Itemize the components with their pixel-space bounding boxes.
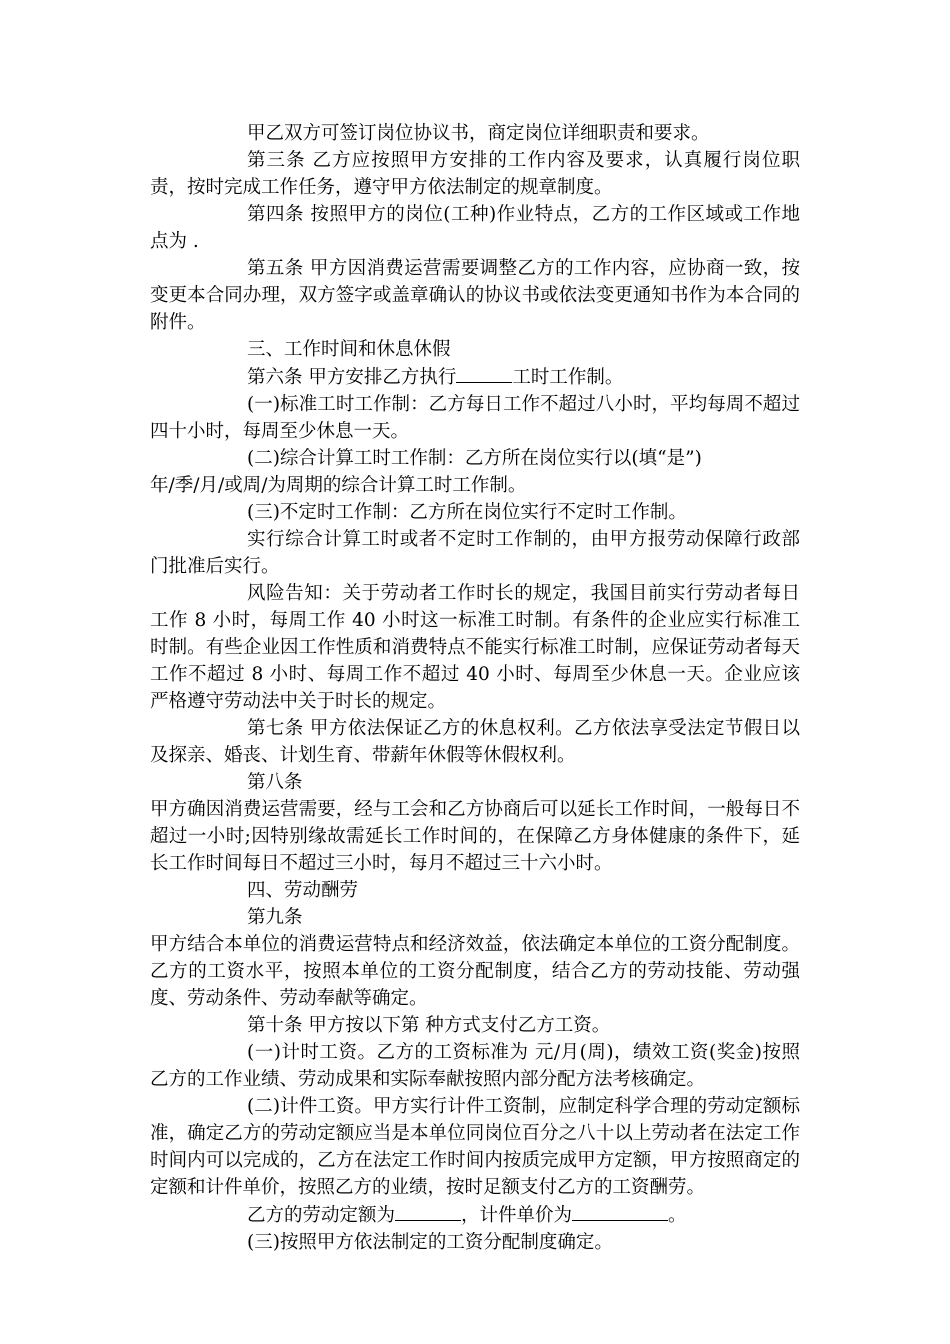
paragraph-article-7: 第七条 甲方依法保证乙方的休息权利。乙方依法享受法定节假日以及探亲、婚丧、计划生育、带薪年休假等休假权利。 <box>150 718 800 766</box>
paragraph-article-5: 第五条 甲方因消费运营需要调整乙方的工作内容，应协商一致，按变更本合同办理，双方签字或盖章确认的协议书或依法变更通知书作为本合同的附件。 <box>150 258 800 333</box>
paragraph-article-10: 第十条 甲方按以下第 种方式支付乙方工资。 <box>247 1015 611 1036</box>
document-page <box>150 120 800 1256</box>
quota-text-middle: ，计件单价为 <box>461 1205 573 1226</box>
paragraph-piece-wage: (二)计件工资。甲方实行计件工资制，应制定科学合理的劳动定额标准，确定乙方的劳动定额应当是本单位同岗位百分之八十以上劳动者在法定工作时间内可以完成的，乙方在法定工作时间内按质完成甲方定额，甲方按照商定的定额和计件单价，按照乙方的业绩，按时足额支付乙方的工资酬劳。 <box>150 1096 800 1198</box>
paragraph-time-wage: (一)计时工资。乙方的工资标准为 元/月(周)，绩效工资(奖金)按照乙方的工作业绩、劳动成果和实际奉献按照内部分配方法考核确定。 <box>150 1042 800 1090</box>
paragraph-distribution-system: (三)按照甲方依法制定的工资分配制度确定。 <box>247 1232 613 1253</box>
paragraph-comprehensive-hours: (二)综合计算工时工作制：乙方所在岗位实行以(填“是”) <box>247 448 702 469</box>
fill-blank <box>395 1201 461 1221</box>
paragraph-quota <box>150 1201 800 1229</box>
paragraph-standard-hours: (一)标准工时工作制：乙方每日工作不超过八小时，平均每周不超过四十小时，每周至少休息一天。 <box>150 394 800 442</box>
paragraph-article-8: 甲方确因消费运营需要，经与工会和乙方协商后可以延长工作时间，一般每日不超过一小时;因特别缘故需延长工作时间的，在保障乙方身体健康的条件下，延长工作时间每日不超过三小时，每月不超过三十六小时。 <box>150 799 800 874</box>
fill-blank <box>456 363 512 383</box>
paragraph-comprehensive-hours-cont: 年/季/月/或周/为周期的综合计算工时工作制。 <box>150 475 527 496</box>
paragraph-article-8-title: 第八条 <box>247 772 303 793</box>
paragraph-approval: 实行综合计算工时或者不定时工作制的，由甲方报劳动保障行政部门批准后实行。 <box>150 529 800 577</box>
article-6-text-end: 工时工作制。 <box>512 367 624 388</box>
paragraph-article-9: 甲方结合本单位的消费运营特点和经济效益，依法确定本单位的工资分配制度。乙方的工资水平，按照本单位的工资分配制度，结合乙方的劳动技能、劳动强度、劳动条件、劳动奉献等确定。 <box>150 934 800 1009</box>
quota-text-end: 。 <box>668 1205 687 1226</box>
paragraph-article-3: 第三条 乙方应按照甲方安排的工作内容及要求，认真履行岗位职责，按时完成工作任务，遵守甲方依法制定的规章制度。 <box>150 150 800 198</box>
quota-text: 乙方的劳动定额为 <box>247 1205 396 1226</box>
paragraph-article-4: 第四条 按照甲方的岗位(工种)作业特点，乙方的工作区域或工作地点为 . <box>150 204 800 252</box>
paragraph-article-9-title: 第九条 <box>247 907 303 928</box>
section-heading-work-time: 三、工作时间和休息休假 <box>247 339 451 360</box>
article-6-text: 第六条 甲方安排乙方执行 <box>247 367 457 388</box>
paragraph-article-6 <box>150 363 800 391</box>
paragraph-risk-notice: 风险告知：关于劳动者工作时长的规定，我国目前实行劳动者每日工作 8 小时，每周工作 40 小时这一标准工时制。有条件的企业应实行标准工时制。有些企业因工作性质和消费特点不能实行标准工时制，应保证劳动者每天工作不超过 8 小时、每周工作不超过 40 小时、每周至少休息一天。企业应该严格遵守劳动法中关于时长的规定。 <box>150 583 800 712</box>
paragraph-flexible-hours: (三)不定时工作制：乙方所在岗位实行不定时工作制。 <box>247 502 687 523</box>
paragraph: 甲乙双方可签订岗位协议书，商定岗位详细职责和要求。 <box>247 123 710 144</box>
fill-blank <box>572 1201 668 1221</box>
section-heading-remuneration: 四、劳动酬劳 <box>247 880 359 901</box>
